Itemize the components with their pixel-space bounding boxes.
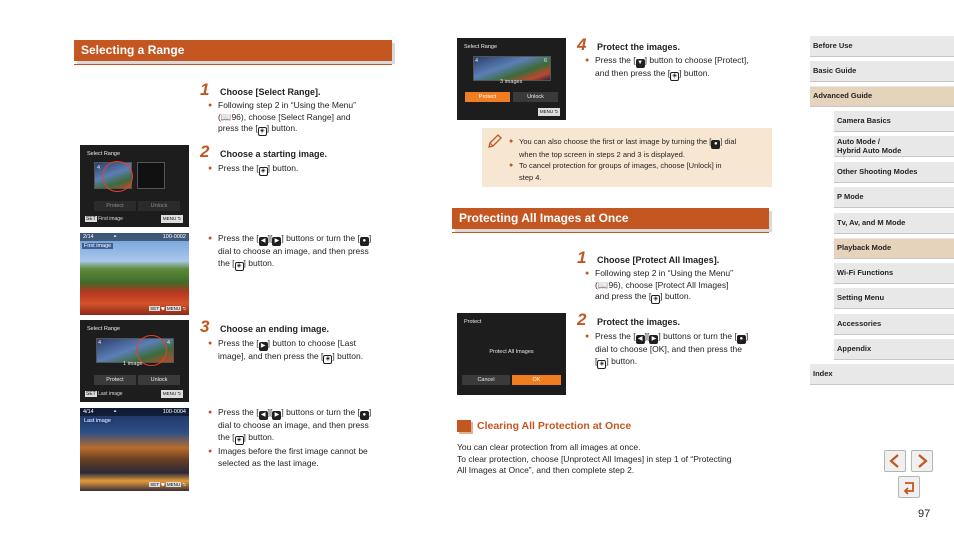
eye-fi-icon: ⚭	[113, 409, 118, 415]
control-dial-icon: ●	[711, 140, 720, 149]
screen-footer: SET First image	[86, 216, 123, 222]
right-arrow-icon: ▶	[272, 411, 281, 420]
protect-button[interactable]: Protect	[94, 375, 136, 385]
image-number-right: 4	[167, 340, 171, 346]
clearing-paragraph: You can clear protection from all images at once. To clear protection, choose [Unprotect All Images] in step 1 of “Protecting All Images at Once”, and then complete step 2.	[457, 442, 732, 475]
image-counter: 2/14	[83, 234, 94, 240]
section-title-protecting-all: Protecting All Images at Once	[452, 208, 769, 229]
screen-title: Protect	[464, 319, 482, 325]
step-1-protect-all-text: ● Following step 2 in “Using the Menu” (📖96), choose [Protect All Images] and press the [ ◈ ] button.	[585, 268, 775, 304]
step-2-heading: 2 Choose a starting image.	[200, 142, 328, 161]
playback-photo-first-image	[80, 233, 189, 315]
sidebar-item-other-shooting-modes[interactable]: Other Shooting Modes	[834, 162, 954, 183]
step-4-text: ● Press the [ ▼ ] button to choose [Protect], and then press the [ ◈ ] button.	[585, 55, 775, 81]
unlock-button[interactable]: Unlock	[138, 375, 180, 385]
previous-arrow-icon	[885, 451, 905, 471]
file-number: 100-0002	[162, 234, 186, 240]
sidebar-item-playback-mode[interactable]: Playback Mode	[834, 238, 954, 259]
step-3c-text: ● Images before the first image cannot be selected as the last image.	[208, 446, 393, 469]
func-set-icon: ◈	[259, 167, 268, 176]
func-set-icon: ◈	[651, 295, 660, 304]
protect-button[interactable]: Protect	[94, 201, 136, 211]
image-number-right: 6	[544, 58, 548, 64]
playback-photo-last-image	[80, 408, 189, 491]
last-image-label: Last image	[84, 418, 111, 424]
control-dial-icon: ●	[360, 411, 369, 420]
note-box	[482, 128, 772, 187]
left-arrow-icon: ◀	[636, 335, 645, 344]
step-1-heading: 1 Choose [Select Range].	[200, 80, 321, 99]
screen-footer: SET Last image	[86, 391, 123, 397]
unlock-button[interactable]: Unlock	[513, 92, 558, 102]
cancel-button[interactable]: Cancel	[462, 375, 510, 385]
first-image-label: First image	[84, 243, 112, 249]
sidebar-item-p-mode[interactable]: P Mode	[834, 187, 954, 208]
image-count: 1 image	[123, 361, 143, 367]
camera-screen-select-range-1	[80, 145, 189, 227]
note-bullet-2: ● To cancel protection for groups of images, choose [Unlock] in step 4.	[509, 160, 767, 183]
protect-button[interactable]: Protect	[465, 92, 510, 102]
control-dial-icon: ●	[360, 237, 369, 246]
func-set-icon: ◈	[670, 72, 679, 81]
section-title-selecting-range: Selecting a Range	[74, 40, 392, 61]
page-number: 97	[918, 508, 931, 520]
sidebar-item-appendix[interactable]: Appendix	[834, 339, 954, 360]
image-thumbnail-empty	[137, 162, 165, 189]
right-arrow-icon: ▶	[272, 237, 281, 246]
sidebar-item-auto-mode[interactable]: Auto Mode / Hybrid Auto Mode	[834, 136, 954, 157]
left-arrow-icon: ◀	[259, 411, 268, 420]
sidebar-item-before-use[interactable]: Before Use	[810, 36, 954, 57]
func-set-icon: ◈	[258, 127, 267, 136]
ok-button[interactable]: OK	[512, 375, 561, 385]
down-arrow-icon: ▼	[637, 60, 644, 66]
next-arrow-icon	[912, 451, 932, 471]
right-arrow-icon: ▶	[649, 335, 658, 344]
screen-title: Select Range	[464, 44, 498, 50]
protect-all-message: Protect All Images	[489, 349, 534, 355]
camera-screen-select-range-3	[457, 38, 566, 120]
step-2-protect-all-text: ● Press the [ ◀ ][ ▶ ] buttons or turn the [ ● ] dial to choose [OK], and then press the [ ◈ ] button.	[585, 331, 775, 369]
return-icon	[899, 477, 919, 497]
step-4-heading: 4 Protect the images.	[577, 35, 681, 54]
sidebar-item-camera-basics[interactable]: Camera Basics	[834, 111, 954, 132]
screen-title: Select Range	[87, 151, 121, 157]
file-number: 100-0004	[162, 409, 186, 415]
image-counter: 4/14	[83, 409, 94, 415]
image-number-left: 4	[475, 58, 479, 64]
note-bullet-1: ● You can also choose the first or last image by turning the [ ● ] dial when the top screen in steps 2 and 3 is displayed.	[509, 136, 767, 161]
camera-screen-protect-all	[457, 313, 566, 395]
left-arrow-icon: ◀	[259, 237, 268, 246]
step-2-text: ● Press the [ ◈ ] button.	[208, 163, 393, 176]
func-set-icon: ◈	[323, 355, 332, 364]
camera-screen-select-range-2	[80, 320, 189, 402]
sidebar-item-advanced-guide[interactable]: Advanced Guide	[810, 86, 954, 107]
step-2-protect-all-heading: 2 Protect the images.	[577, 310, 681, 329]
image-number: 4	[97, 165, 101, 171]
func-set-icon: ◈	[235, 436, 244, 445]
set-menu-footer: SET ⛊ MENU ⮌	[150, 306, 186, 311]
previous-page-button[interactable]	[884, 450, 906, 472]
image-number-left: 4	[98, 340, 102, 346]
sidebar-item-tv-av-m-mode[interactable]: Tv, Av, and M Mode	[834, 213, 954, 234]
image-thumbnail-range	[473, 56, 551, 81]
unlock-button[interactable]: Unlock	[138, 201, 180, 211]
control-dial-icon: ●	[737, 335, 746, 344]
sidebar-item-wifi-functions[interactable]: Wi-Fi Functions	[834, 263, 954, 284]
menu-icon: MENU ⮌	[539, 109, 558, 114]
sidebar-item-accessories[interactable]: Accessories	[834, 314, 954, 335]
func-set-icon: ◈	[597, 360, 606, 369]
image-count: 3 images	[500, 79, 523, 85]
step-3-heading: 3 Choose an ending image.	[200, 317, 330, 336]
book-icon: 📖	[220, 111, 232, 122]
step-3b-text: ● Press the [ ◀ ][ ▶ ] buttons or turn the [ ● ] dial to choose an image, and then press the [ ◈ ] button.	[208, 407, 393, 445]
step-3-text: ● Press the [ ▶ ] button to choose [Last image], and then press the [ ◈ ] button.	[208, 338, 393, 364]
eye-fi-icon: ⚭	[113, 234, 118, 240]
step-1-text: ● Following step 2 in “Using the Menu” (📖96), choose [Select Range] and press the [ ◈ ] button.	[208, 100, 393, 136]
right-arrow-icon: ▶	[259, 342, 268, 351]
step-1-protect-all-heading: 1 Choose [Protect All Images].	[577, 248, 720, 267]
square-bullet-icon	[457, 420, 471, 432]
selection-circle	[102, 161, 133, 192]
subsection-clearing-protection: Clearing All Protection at Once	[457, 420, 631, 432]
pencil-icon	[487, 133, 503, 149]
sidebar-item-setting-menu[interactable]: Setting Menu	[834, 288, 954, 309]
menu-icon: MENU ⮌	[162, 216, 181, 221]
func-set-icon: ◈	[235, 262, 244, 271]
set-menu-footer: SET ⛊ MENU ⮌	[150, 482, 186, 487]
book-icon: 📖	[597, 279, 609, 290]
screen-title: Select Range	[87, 326, 121, 332]
menu-icon: MENU ⮌	[162, 391, 181, 396]
sidebar-item-basic-guide[interactable]: Basic Guide	[810, 61, 954, 82]
sidebar-item-index[interactable]: Index	[810, 364, 954, 385]
step-2b-text: ● Press the [ ◀ ][ ▶ ] buttons or turn the [ ● ] dial to choose an image, and then press the [ ◈ ] button.	[208, 233, 393, 271]
return-button[interactable]	[898, 476, 920, 498]
next-page-button[interactable]	[911, 450, 933, 472]
